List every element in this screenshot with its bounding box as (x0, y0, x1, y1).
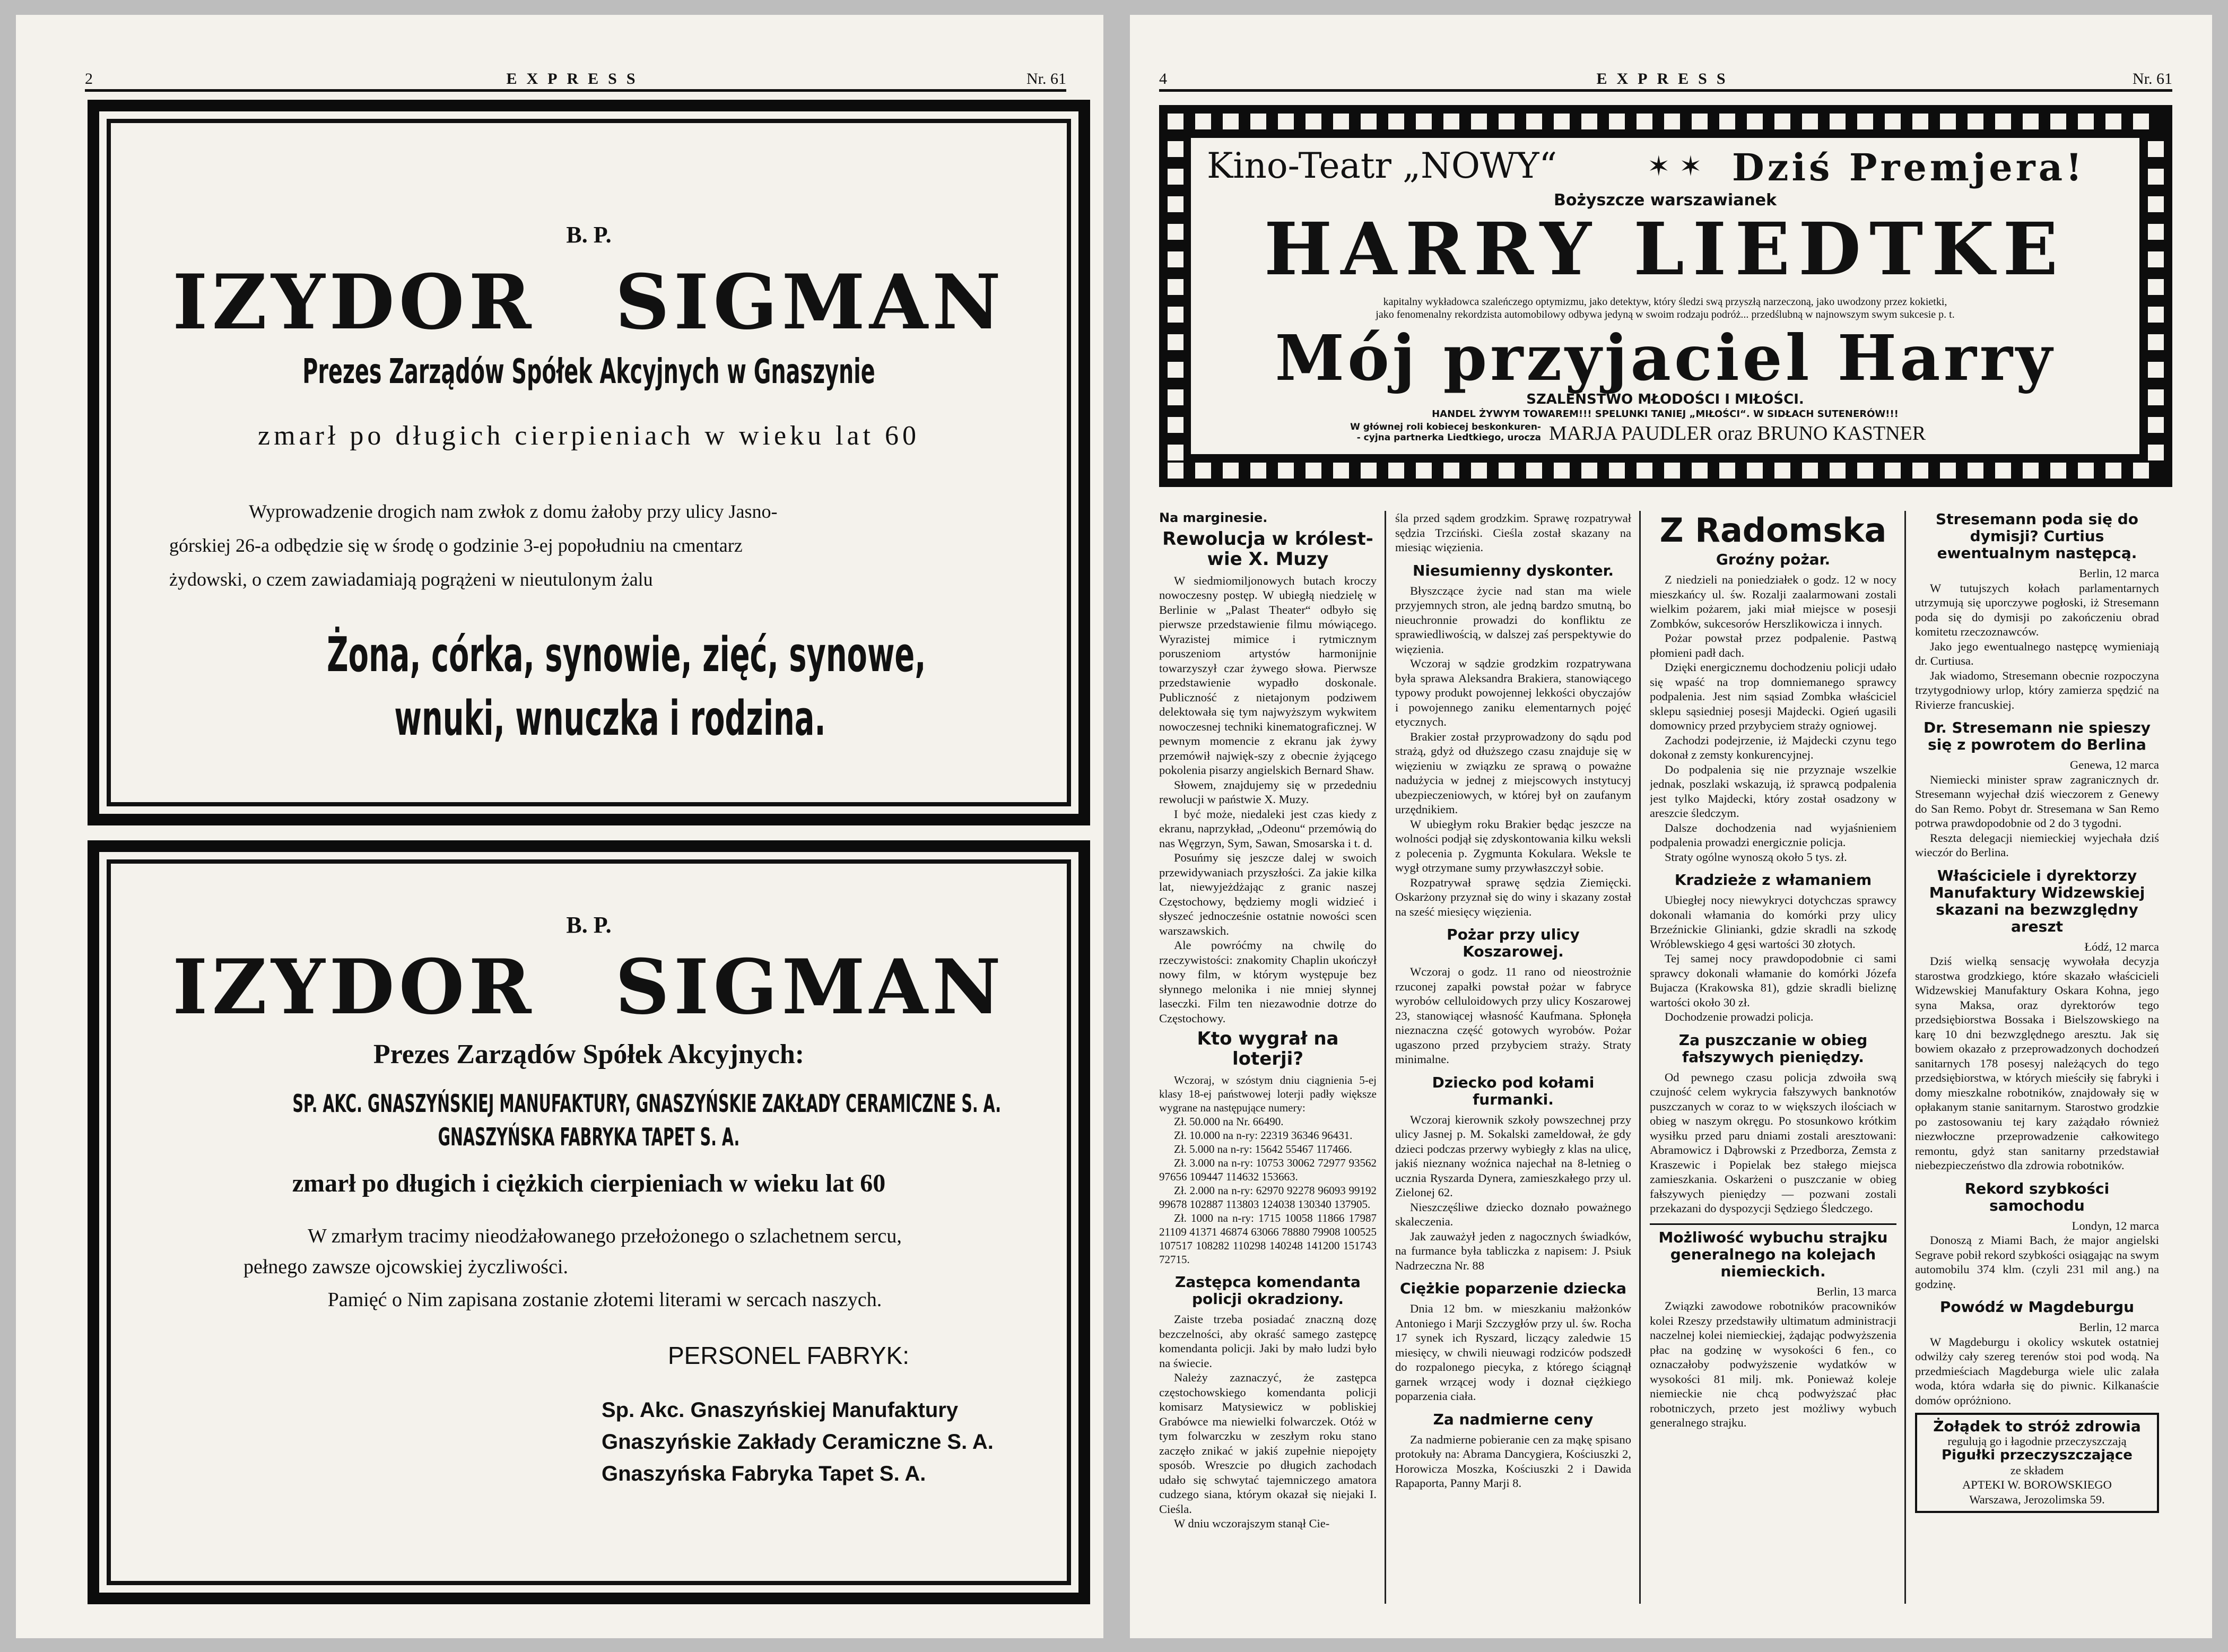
border-square (1609, 463, 1625, 479)
kicker: Na marginesie. (1159, 511, 1268, 525)
left-page (16, 15, 1103, 1638)
headline-strajk: Możliwość wybuchu strajku generalnego na kolejach niemieckich. (1650, 1223, 1896, 1280)
actor-name: HARRY LIEDTKE (1264, 207, 2067, 292)
border-square (1168, 196, 1183, 212)
border-square (1416, 463, 1432, 479)
border-square (1912, 114, 1928, 129)
border-square (1388, 463, 1404, 479)
border-square (1333, 463, 1349, 479)
obituary-died: zmarł po długich cierpieniach w wieku lat 60 (257, 421, 920, 451)
border-square (2148, 279, 2164, 295)
border-square (1719, 114, 1735, 129)
border-square (1554, 463, 1570, 479)
border-square (1554, 114, 1570, 129)
border-square (1774, 114, 1790, 129)
idol-label: Bożyszcze warszawianek (1553, 191, 1777, 210)
headline-loteria: Kto wygrał na loterji? (1197, 1028, 1339, 1070)
pharmacy-advertisement: Żołądek to stróż zdrowia regulują go i łagodnie przeczyszczają Pigułki przeczyszczające ze składem APTEKI W. BOROWSKIEGO Warszawa, Jerozolimska 59. (1915, 1413, 2159, 1513)
border-square (1168, 362, 1183, 378)
obituary-signed: PERSONEL FABRYK: (668, 1342, 910, 1369)
border-square (2148, 417, 2164, 433)
obituary-name: IZYDOR SIGMAN (172, 258, 1005, 346)
border-square (2148, 334, 2164, 350)
issue-number: Nr. 61 (2133, 70, 2172, 88)
border-square (1857, 463, 1873, 479)
border-square (2148, 445, 2164, 460)
border-square (1168, 334, 1183, 350)
border-square (1830, 114, 1846, 129)
border-square (1250, 114, 1266, 129)
border-square (1168, 463, 1183, 479)
border-square (1168, 141, 1183, 157)
border-square (1719, 463, 1735, 479)
border-square (1361, 463, 1377, 479)
border-square (1195, 114, 1211, 129)
border-square (1581, 114, 1597, 129)
right-page (1130, 15, 2212, 1638)
film-title: Mój przyjaciel Harry (1275, 321, 2056, 395)
border-square (1747, 114, 1763, 129)
border-square (1581, 463, 1597, 479)
border-square (1168, 114, 1183, 129)
border-square (1692, 114, 1708, 129)
headline-kradzieze: Kradzieże z włamaniem (1674, 871, 1872, 889)
border-square (1692, 463, 1708, 479)
page-number: 2 (85, 70, 93, 88)
obituary-bp: B. P. (566, 912, 612, 938)
border-square (1168, 445, 1183, 460)
border-square (2133, 463, 2149, 479)
border-square (2105, 114, 2121, 129)
border-square (1223, 463, 1239, 479)
border-square (1940, 114, 1956, 129)
issue-number: Nr. 61 (1026, 70, 1066, 88)
border-square (1388, 114, 1404, 129)
obituary-notice-2 (88, 840, 1090, 1604)
border-square (2148, 362, 2164, 378)
cinema-advertisement (1159, 105, 2172, 487)
obituary-family-1: Żona, córka, synowie, zięć, synowe, (327, 627, 926, 683)
headline-pozar: Pożar przy ulicy Koszarowej. (1447, 926, 1580, 960)
headline-dyskonter: Niesumienny dyskonter. (1412, 561, 1614, 579)
border-square (1526, 463, 1542, 479)
border-square (1499, 114, 1515, 129)
border-square (2023, 463, 2039, 479)
border-square (1637, 114, 1652, 129)
border-square (2148, 389, 2164, 405)
border-square (1471, 114, 1487, 129)
border-square (1168, 251, 1183, 267)
ad-tagline-2: HANDEL ŻYWYM TOWAREM!!! SPELUNKI TANIEJ „MIŁOŚCI“. W SIDŁACH SUTENERÓW!!! (1432, 408, 1899, 420)
border-square (1912, 463, 1928, 479)
ad-description-1: kapitalny wykładowca szaleńczego optymizmu, jako detektyw, który śledzi swą przyszłą narzeczoną, jako uwodzony przez kokietki, (1383, 296, 1947, 308)
border-square (1306, 463, 1321, 479)
border-square (1416, 114, 1432, 129)
headline-poparzenie: Ciężkie poparzenie dziecka (1399, 1280, 1626, 1297)
ad-cast: MARJA PAUDLER oraz BRUNO KASTNER (1549, 422, 1926, 445)
border-square (2078, 463, 2094, 479)
border-square (1471, 463, 1487, 479)
obituary-family-2: wnuki, wnuczka i rodzina. (394, 691, 826, 746)
cinema-name: Kino-Teatr „NOWY“ (1207, 145, 1557, 186)
border-square (1361, 114, 1377, 129)
border-square (1885, 463, 1901, 479)
obituary-name: IZYDOR SIGMAN (172, 943, 1005, 1031)
border-square (1940, 463, 1956, 479)
border-square (1443, 114, 1459, 129)
headline-radomsko: Z Radomska (1659, 511, 1887, 550)
border-square (2105, 463, 2121, 479)
column-2: śla przed sądem grodzkim. Sprawę rozpatrywał sędzia Trzciński. Cieśla został skazany na miesiąc więzienia. Niesumienny dyskonter. Błyszczące życie nad stan ma wiele przyjemnych stron, ale jedną bardzo smutną, bo nieuchronnie prowadzi do konfliktu ze sprawiedliwością, w dalszej zaś perspektywie do więzienia. Wczoraj w sądzie grodzkim rozpatrywana była sprawa Aleksandra Brakiera, stanowiącego typowy produkt powojennej lekkości obyczajów i powojennego zaniku elementarnych pojęć etycznych. Brakier został przyprowadzony do sądu pod strażą, gdyż od dłuższego czasu znajduje się w więzieniu w związku ze sprawą o poważne nadużycia w jednej z miejscowych instytucyj ubezpieczeniowych, w której był on zaufanym urzędnikiem. W ubiegłym roku Brakier będąc jeszcze na wolności podjął się zdyskontowania kilku weksli z polecenia p. Zygmunta Kokulara. Weksle te wygł otrzymane sumy przywłaszczył sobie. Rozpatrywał sprawę sędzia Ziemięcki. Oskarżony przyznał się do winy i skazany został na sześć miesięcy więzienia. Pożar przy ulicy Koszarowej. Wczoraj o godz. 11 rano od nieostrożnie rzuconej zapałki powstał pożar w fabryce wyrobów celluloidowych przy ulicy Koszarowej 23, stanowiącej własność Kaufmana. Spłonęła nieznaczna część gotowych wyrobów. Pożar ugaszono przed przybyciem straży. Straty minimalne. Dziecko pod kołami furmanki. Wczoraj kierownik szkoły powszechnej przy ulicy Jasnej p. M. Sokalski zameldował, że gdy dzieci podczas przerwy wybiegły z klas na ulicę, jakiś nieznany woźnica najechał na 8-letnieg o ucznia Ryszarda Dynera, zamieszkałego przy ul. Zielonej 62. Nieszczęśliwe dziecko doznało poważnego skaleczenia. Jak zauważył jeden z nagocznych świadków, na furmance była tabliczka z napisem: J. Psiuk Nadrzeczna Nr. 88 Ciężkie poparzenie dziecka Dnia 12 bm. w mieszkaniu małżonków Antoniego i Marji Szczygłów przy ul. św. Rocha 17 synek ich Ryszard, liczący zaledwie 15 miesięcy, w chwili nieuwagi rodziców podszedł do rozpalonego piecyka, z którego ściągnął garnek wrzącej wody i doznał ciężkiego poparzenia ciała. Za nadmierne ceny Za nadmierne pobieranie cen za mąkę spisano protokuły na: Abrama Dancygiera, Kościuszki 2, Horowicza Moszka, Kościuszki 2 i Dawida Rapaporta, Panny Marji 8. (1395, 511, 1631, 1490)
border-square (1168, 417, 1183, 433)
border-square (1223, 114, 1239, 129)
border-square (2133, 114, 2149, 129)
headline-widzewska: Właściciele i dyrektorzy Manufaktury Widzewskiej skazani na bezwzględny areszt (1929, 866, 2145, 935)
border-square (2148, 251, 2164, 267)
border-square (1857, 114, 1873, 129)
obituary-title: Prezes Zarządów Spółek Akcyjnych: (373, 1039, 805, 1070)
border-square (1830, 463, 1846, 479)
obituary-notice-1 (88, 100, 1090, 825)
border-square (2078, 114, 2094, 129)
ad-cast-note: W głównej roli kobiecej beskonkuren- - cyjna partnerka Liedtkiego, urocza (1350, 422, 1541, 443)
stars-icon: ✶ ✶ (1647, 151, 1702, 182)
right-page-header (1159, 68, 2172, 92)
column-1: Na marginesie. Rewolucja w królest-wie X. Muzy W siedmiomiljonowych butach kroczy nowoczesny postęp. W ubiegłą niedzielę w Berlinie w „Palast Theater“ odbyło się pierwsze przedstawienie filmu mówiącego. Wyrazistej mimice i rytmicznym poruszeniom artystów harmonijnie towarzyszył czar żywego słowa. Pierwsze przedstawienie wypadło doskonale. Publiczność z nietajonym podziwem delektowała się tym najwyższym wykwitem nowoczesnej techniki kinematograficznej. W pewnym momencie z ekranu jak żywy przemówił najwięk-szy z obecnie żyjącego pokolenia pisarzy angielskich Bernard Shaw. Słowem, znajdujemy się w przededniu rewolucji w państwie X. Muzy. I być może, niedaleki jest czas kiedy z ekranu, naprzykład, „Odeonu“ przemówią do nas Węgrzyn, Sym, Sawan, Smosarska i t. d. Posuńmy się jeszcze dalej w swoich przewidywaniach przyszłości. Za jakie kilka lat, niewyjeżdżając z granic naszej Częstochowy, będziemy mogli widzieć i słyszeć jednocześnie ostatnie nowości scen warszawskich. Ale powróćmy na chwilę do rzeczywistości: znakomity Chaplin ukończył nowy film, w którym występuje bez słynnego melonika i nie mniej słynnej laseczki. Film ten niezawodnie dotrze do Częstochowy. Kto wygrał na loterji? Wczoraj, w szóstym dniu ciągnienia 5-ej klasy 18-ej państwowej loterji padły większe wygrane na następujące numery: Zł. 50.000 na Nr. 66490. Zł. 10.000 na n-ry: 22319 36346 96431. Zł. 5.000 na n-ry: 15642 55467 117466. Zł. 3.000 na n-ry: 10753 30062 72977 93562 97656 109447 114632 153663. Zł. 2.000 na n-ry: 62970 92278 96093 99192 99678 102887 113803 124038 130340 137905. Zł. 1000 na n-ry: 1715 10058 11866 17987 21109 41371 46874 63066 78880 79908 100525 107517 108282 110298 140248 141200 151743 72715. Zastępca komendanta policji okradziony. Zaiste trzeba posiadać znaczną dozę bezczelności, aby okraść samego zastępcę komendanta policji. Jaki by mało ludzi było na świecie. Należy zaznaczyć, że zastępca częstochowskiego komendanta policji komisarz Matysiewicz w pobliskiej Grabówce ma niewielki folwarczek. Otóż w tym folwarczku w zeszłym roku stano zaczęło znikać w jakiś zupełnie niepojęty sposób. Wreszcie po długich zachodach udało się schwytać tajemniczego amatora cudzego siana, którym okazał się niejaki I. Cieśla. W dniu wczorajszym stanął Cie- (1159, 511, 1377, 1530)
border-square (2148, 196, 2164, 212)
border-square (1278, 463, 1294, 479)
headline-ceny: Za nadmierne ceny (1433, 1410, 1594, 1428)
headline-powodz: Powódź w Magdeburgu (1939, 1298, 2135, 1316)
obituary-died: zmarł po długich i ciężkich cierpieniach w wieku lat 60 (292, 1169, 886, 1197)
border-square (2023, 114, 2039, 129)
border-square (1168, 389, 1183, 405)
border-square (1168, 224, 1183, 240)
border-square (1168, 279, 1183, 295)
obituary-text-1: W zmarłym tracimy nieodżałowanego przełożonego o szlachetnem sercu, (308, 1225, 902, 1247)
border-square (1995, 463, 2011, 479)
column-3: Z Radomska Groźny pożar. Z niedzieli na poniedziałek o godz. 12 w nocy mieszkańcy ul. św. Rozalji zaalarmowani zostali wielkim pożarem, jaki miał miejsce w posesji Zombków, sukcesorów Herszlikowicza i innych. Pożar powstał przez podpalenie. Pastwą płomieni padł dach. Dzięki energicznemu dochodzeniu policji udało się wpaść na trop domniemanego sprawcy podpalenia. Jest nim sąsiad Zombka właściciel sklepu sąsiedniej posesji Majdecki. Ogień ugasili domownicy przed przybyciem straży ogniowej. Zachodzi podejrzenie, iż Majdecki czynu tego dokonał z zemsty konkurencyjnej. Do podpalenia się nie przyznaje wszelkie jednak, poszlaki wskazują, iż sprawcą podpalenia jest tylko Majdecki, który został osadzony w areszcie śledczym. Dalsze dochodzenia nad wyjaśnieniem podpalenia prowadzi energicznie policja. Straty ogólne wynoszą około 5 tys. zł. Kradzieże z włamaniem Ubiegłej nocy niewykryci dotychczas sprawcy dokonali włamania do komórki przy ulicy Brzeźnickie Glinianki, gdzie skradli na szkodę Wróblewskiego 4 gęsi wartości 30 złotych. Tej samej nocy prawdopodobnie ci sami sprawcy dokonali włamanie do komórki Józefa Bujacza (Krakowska 81), gdzie skradli bieliznę wartości około 30 zł. Dochodzenie prowadzi policja. Za puszczanie w obieg fałszywych pieniędzy. Od pewnego czasu policja zdwoiła swą czujność celem wykrycia fałszywych banknotów puszczanych w coraz to w większych ilościach w obieg w naszym okręgu. Po stosunkowo krótkim wysiłku przed paru dniami zostali aresztowani: Abramowicz i Dąbrowski z Przedborza, Zemsta z Kraszewic i Popielak bez stałego miejsca zamieszkania. Oskarżeni o puszczanie w obieg fałszywych pieniędzy — pozwani zostali przekazani do dyspozycji Sędziego Śledczego. Możliwość wybuchu strajku generalnego na kolejach niemieckich. Berlin, 13 marca Związki zawodowe robotników pracowników kolei Rzeszy przedstawiły ultimatum administracji naczelnej kolei niemieckiej, żądając podwyższenia płac na godzinę w wysokości 6 fen., co oznaczałoby podwyższenie wydatków w wysokości 81 milj. mk. Ponieważ koleje niemieckie nie chcą podwyższać płac robotniczych, przeto jest możliwy wybuch generalnego strajku. (1650, 511, 1896, 1429)
obituary-title: Prezes Zarządów Spółek Akcyjnych w Gnaszynie (302, 352, 875, 392)
border-square (1250, 463, 1266, 479)
border-square (1306, 114, 1321, 129)
obituary-company-2: GNASZYŃSKA FABRYKA TAPET S. A. (438, 1123, 740, 1151)
ad-tagline-1: SZALEŃSTWO MŁODOŚCI I MIŁOŚCI. (1526, 392, 1804, 407)
headline-stresemann-powrot: Dr. Stresemann nie spieszy się z powrotem do Berlina (1924, 719, 2151, 753)
obituary-text-3: Pamięć o Nim zapisana zostanie złotemi literami w sercach naszych. (327, 1289, 882, 1311)
border-square (1802, 463, 1818, 479)
border-square (1637, 463, 1652, 479)
ad-description-2: jako fenomenalny rekordzista automobilowy odbywa jedyną w swoim rodzaju podróż... przedślubną w najnowszym swym sukcesie p. t. (1376, 309, 1955, 320)
border-square (2050, 463, 2066, 479)
border-square (1995, 114, 2011, 129)
border-square (1885, 114, 1901, 129)
premiere-label: Dziś Premjera! (1732, 145, 2085, 189)
border-square (2148, 141, 2164, 157)
border-square (2050, 114, 2066, 129)
page-number: 4 (1159, 70, 1167, 88)
headline-rewolucja: Rewolucja w królest-wie X. Muzy (1162, 528, 1373, 570)
border-square (1774, 463, 1790, 479)
obituary-text-2: pełnego zawsze ojcowskiej życzliwości. (243, 1256, 568, 1278)
obituary-funeral: Wyprowadzenie drogich nam zwłok z domu żałoby przy ulicy Jasno- górskiej 26-a odbędzie się w środę o godzinie 3-ej popołudniu na cmentarz żydowski, o czem zawiadamiają pogrążeni w nieutulonym żalu (169, 501, 778, 590)
obituary-company-1: SP. AKC. GNASZYŃSKIEJ MANUFAKTURY, GNASZYŃSKIE ZAKŁADY CERAMICZNE S. A. (292, 1089, 1002, 1118)
border-square (1664, 463, 1680, 479)
border-square (1443, 463, 1459, 479)
headline-rekord: Rekord szybkości samochodu (1964, 1179, 2110, 1214)
border-square (1747, 463, 1763, 479)
border-square (1968, 114, 1983, 129)
border-square (1526, 114, 1542, 129)
border-square (2148, 307, 2164, 323)
border-square (1609, 114, 1625, 129)
border-square (2148, 169, 2164, 185)
border-square (1278, 114, 1294, 129)
headline-dziecko: Dziecko pod kołami furmanki. (1432, 1073, 1595, 1108)
border-square (1968, 463, 1983, 479)
masthead: EXPRESS (1596, 70, 1735, 88)
border-square (1168, 169, 1183, 185)
border-square (1168, 307, 1183, 323)
obituary-bp: B. P. (566, 222, 612, 248)
left-page-header (85, 68, 1066, 92)
masthead: EXPRESS (506, 70, 645, 88)
border-square (2148, 224, 2164, 240)
headline-zastepca: Zastępca komendanta policji okradziony. (1175, 1273, 1361, 1308)
border-square (1195, 463, 1211, 479)
headline-stresemann: Stresemann poda się do dymisji? Curtius ewentualnym następcą. (1936, 511, 2138, 562)
obituary-signatories: Sp. Akc. Gnaszyńskiej Manufaktury Gnaszyńskie Zakłady Ceramiczne S. A. Gnaszyńska Fabryka Tapet S. A. (602, 1398, 994, 1485)
column-4: Stresemann poda się do dymisji? Curtius ewentualnym następcą. Berlin, 12 marca W tutujszych kołach parlamentarnych utrzymują się uporczywe pogłoski, iż Stresemann poda się do dymisji po zakończeniu obrad komitetu rzeczoznawców. Jako jego ewentualnego następcę wymieniają dr. Curtiusa. Jak wiadomo, Stresemann obecnie rozpoczyna trzytygodniowy urlop, który zamierza spędzić na Rivierze francuskiej. Dr. Stresemann nie spieszy się z powrotem do Berlina Genewa, 12 marca Niemiecki minister spraw zagranicznych dr. Stresemann wyjechał dziś wieczorem z Genewy do San Remo. Pobyt dr. Stresemana w San Remo potrwa prawdopodobnie od 2 do 3 tygodni. Reszta delegacji niemieckiej wyjechała dziś wieczór do Berlina. Właściciele i dyrektorzy Manufaktury Widzewskiej skazani na bezwzględny areszt Łódź, 12 marca Dziś wielką sensację wywołała decyzja starostwa grodzkiego, które skazało właścicieli Widzewskiej Manufaktury Oskara Kohna, jego syna Maksa, oraz dyrektorów tego przedsiębiorstwa Bossaka i Bielszowskiego na karę 10 dni bezwzględnego aresztu. Jak się bowiem okazało z przeprowadzonych dochodzeń sanitarnych 178 posesyj należących do tego przedsiębiorstwa, w których mieściły się fabryki i domy mieszkalne robotników, znajdowały się w opłakanym stanie sanitarnym. Starostwo grodzkie po zastosowaniu tej kary zażądało również niezwłoczne przeprowadzenie całkowitego remontu, gdyż stan sanitarny przedstawiał niebezpieczeństwo dla zdrowia robotników. Rekord szybkości samochodu Londyn, 12 marca Donoszą z Miami Bach, że major angielski Segrave pobił rekord szybkości osiągając na swym automobilu 374 klm. (czyli 231 mil ang.) na godzinę. Powódź w Magdeburgu Berlin, 12 marca W Magdeburgu i okolicy wskutek ostatniej odwilży cały szereg terenów stoi pod wodą. Na przedmieściach Magdeburga wiele ulic zalała woda, która wdarła się do piwnic. Kilkanaście domów opróżniono. Żołądek to stróż zdrowia regulują go i łagodnie przeczyszczają Pigułki przeczyszczające ze składem APTEKI W. BOROWSKIEGO Warszawa, Jerozolimska 59. (1915, 511, 2159, 1604)
border-square (1333, 114, 1349, 129)
headline-falszywe: Za puszczanie w obieg fałszywych pieniędzy. (1678, 1031, 1868, 1066)
border-square (1664, 114, 1680, 129)
border-square (1499, 463, 1515, 479)
border-square (1802, 114, 1818, 129)
